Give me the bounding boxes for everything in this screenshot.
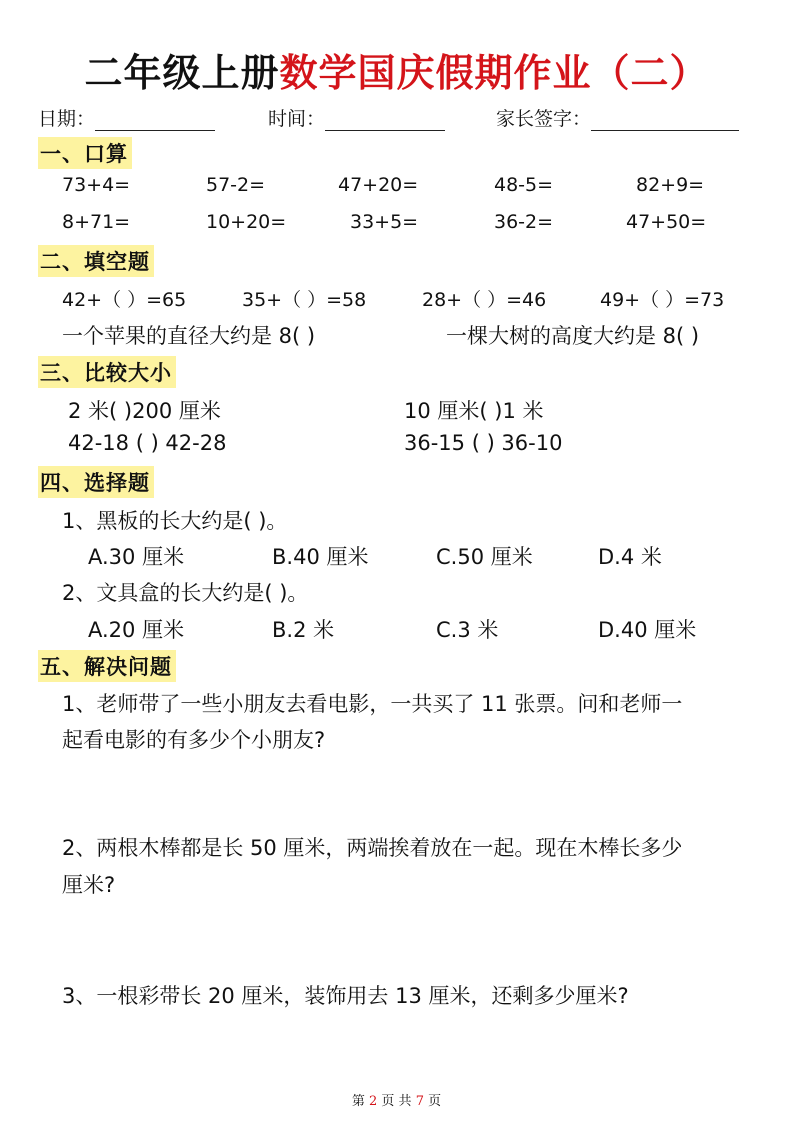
section-compare-heading: 三、比较大小: [38, 356, 176, 388]
compare-item: 36-15 ( ) 36-10: [404, 431, 563, 455]
date-field[interactable]: [38, 104, 215, 131]
title-subject: 数学国庆假期作业（二）: [279, 51, 709, 95]
choice-option: B.40 厘米: [272, 545, 369, 569]
worksheet-title: [0, 42, 793, 97]
oral-item: 57-2=: [206, 174, 266, 196]
title-grade: 二年级上册: [84, 51, 280, 95]
oral-item: 36-2=: [494, 211, 554, 233]
fill-equation: 42+（ ）=65: [62, 289, 187, 311]
choice-option: D.4 米: [598, 545, 662, 569]
fill-equation: 35+（ ）=58: [242, 289, 367, 311]
oral-item: 33+5=: [350, 211, 419, 233]
oral-item: 47+50=: [626, 211, 707, 233]
choice-option: D.40 厘米: [598, 618, 697, 642]
time-blank[interactable]: [325, 130, 445, 131]
choice-question: 2、文具盒的长大约是( )。: [62, 581, 309, 605]
choice-question: 1、黑板的长大约是( )。: [62, 509, 288, 533]
time-field[interactable]: [268, 104, 445, 131]
problem-3: 3、一根彩带长 20 厘米，装饰用去 13 厘米，还剩多少厘米?: [62, 984, 629, 1008]
fill-equation: 49+（ ）=73: [600, 289, 725, 311]
oral-item: 82+9=: [636, 174, 705, 196]
parent-sign-field[interactable]: [496, 104, 739, 131]
total-pages: 7: [415, 1094, 424, 1109]
footer-pre: 第: [351, 1094, 370, 1109]
compare-item: 42-18 ( ) 42-28: [68, 431, 227, 455]
sign-blank[interactable]: [591, 130, 739, 131]
fill-question-tree: 一棵大树的高度大约是 8( ): [446, 324, 700, 348]
footer-mid: 页 共: [377, 1094, 416, 1109]
fill-question-apple: 一个苹果的直径大约是 8( ): [62, 324, 316, 348]
footer-post: 页: [423, 1094, 442, 1109]
section-choice-heading: 四、选择题: [38, 466, 154, 498]
problem-2-line-2: 厘米?: [62, 873, 116, 897]
problem-1-line-1: 1、老师带了一些小朋友去看电影，一共买了 11 张票。问和老师一: [62, 692, 683, 716]
choice-option: A.30 厘米: [88, 545, 185, 569]
section-oral-heading: 一、口算: [38, 137, 132, 169]
page-footer: [0, 1090, 793, 1109]
problem-2-line-1: 2、两根木棒都是长 50 厘米，两端挨着放在一起。现在木棒长多少: [62, 836, 683, 860]
choice-option: B.2 米: [272, 618, 335, 642]
fill-equation: 28+（ ）=46: [422, 289, 547, 311]
oral-item: 8+71=: [62, 211, 131, 233]
page-number: 2: [369, 1094, 378, 1109]
sign-label: 家长签字：: [496, 108, 592, 130]
date-blank[interactable]: [95, 130, 215, 131]
problem-1-line-2: 起看电影的有多少个小朋友?: [62, 728, 326, 752]
compare-item: 10 厘米( )1 米: [404, 399, 544, 423]
oral-item: 73+4=: [62, 174, 131, 196]
choice-option: C.3 米: [436, 618, 499, 642]
oral-item: 47+20=: [338, 174, 419, 196]
choice-option: C.50 厘米: [436, 545, 533, 569]
choice-option: A.20 厘米: [88, 618, 185, 642]
oral-item: 48-5=: [494, 174, 554, 196]
date-label: 日期：: [38, 108, 96, 130]
section-problem-heading: 五、解决问题: [38, 650, 176, 682]
time-label: 时间：: [268, 108, 326, 130]
section-fill-heading: 二、填空题: [38, 245, 154, 277]
oral-item: 10+20=: [206, 211, 287, 233]
compare-item: 2 米( )200 厘米: [68, 399, 221, 423]
